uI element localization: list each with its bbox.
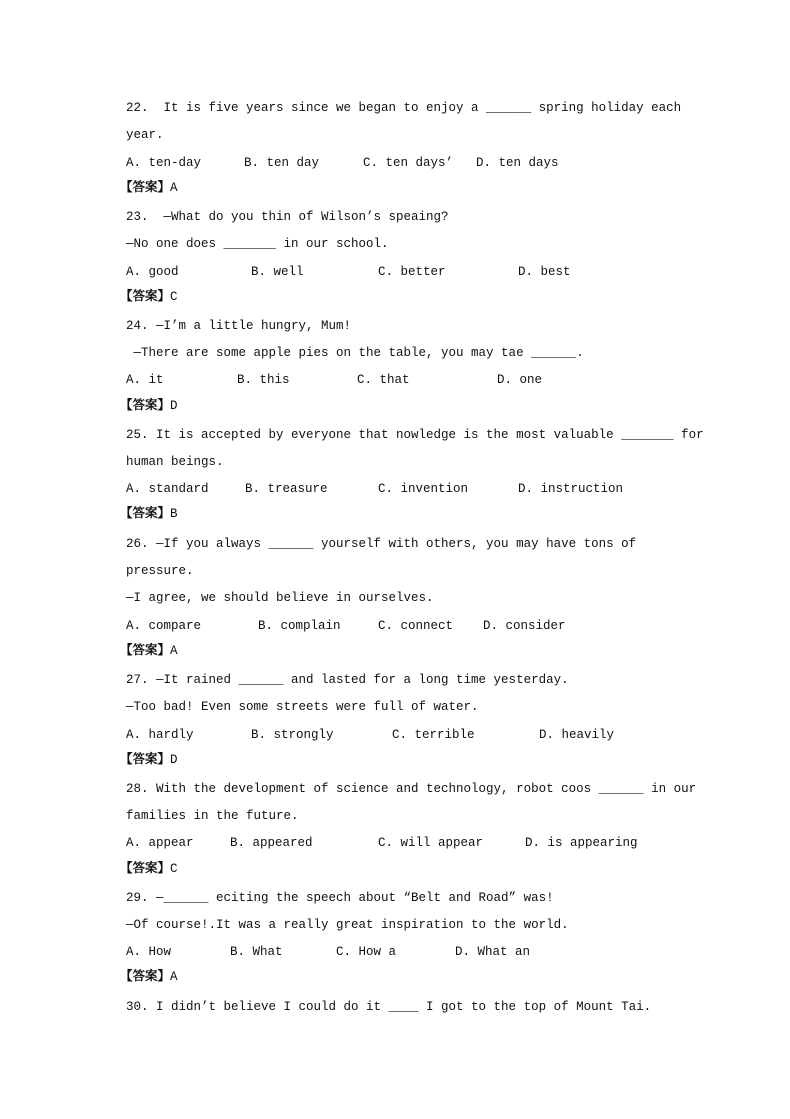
q29-option-b: B. What	[230, 945, 283, 959]
q25-option-b: B. treasure	[245, 482, 328, 496]
q24-answer	[120, 397, 178, 414]
answer-label: 【答案】	[120, 288, 171, 303]
question-26-line-1: 26. ―If you always ______ yourself with others, you may have tons of	[126, 537, 637, 551]
q29-option-a: A. How	[126, 945, 172, 959]
question-24-line-1: 24. ―I’m a little hungry, Mum!	[126, 319, 352, 333]
question-23-line-2: —No one does _______ in our school.	[126, 237, 389, 251]
answer-label: 【答案】	[120, 860, 171, 875]
question-25-line-2: human beings.	[126, 455, 224, 469]
q25-option-a: A. standard	[126, 482, 209, 496]
answer-label: 【答案】	[120, 505, 171, 520]
q26-option-d: D. consider	[483, 619, 566, 633]
question-29-line-1: 29. —______ eciting the speech about “Belt and Road” was!	[126, 891, 554, 905]
question-25-line-1: 25. It is accepted by everyone that nowledge is the most valuable _______ for	[126, 428, 704, 442]
q22-option-b: B. ten day	[244, 156, 320, 170]
question-24-line-2: —There are some apple pies on the table, you may tae ______.	[126, 346, 584, 360]
answer-value: A	[170, 970, 178, 984]
q25-option-c: C. invention	[378, 482, 469, 496]
q24-option-d: D. one	[497, 373, 543, 387]
question-28-line-2: families in the future.	[126, 809, 299, 823]
q24-option-a: A. it	[126, 373, 164, 387]
q24-option-b: B. this	[237, 373, 290, 387]
q23-option-b: B. well	[251, 265, 304, 279]
q27-option-b: B. strongly	[251, 728, 334, 742]
question-27-line-1: 27. ―It rained ______ and lasted for a long time yesterday.	[126, 673, 569, 687]
answer-value: A	[170, 644, 178, 658]
q23-option-a: A. good	[126, 265, 179, 279]
answer-label: 【答案】	[120, 642, 171, 657]
question-22-line-1: 22. It is five years since we began to enjoy a ______ spring holiday each	[126, 101, 682, 115]
question-26-line-2: pressure.	[126, 564, 194, 578]
q29-option-c: C. How a	[336, 945, 397, 959]
q28-option-b: B. appeared	[230, 836, 313, 850]
q27-option-a: A. hardly	[126, 728, 194, 742]
answer-label: 【答案】	[120, 968, 171, 983]
question-28-line-1: 28. With the development of science and technology, robot coos ______ in our	[126, 782, 697, 796]
question-27-line-2: —Too bad! Even some streets were full of water.	[126, 700, 479, 714]
q26-option-a: A. compare	[126, 619, 202, 633]
q27-option-c: C. terrible	[392, 728, 475, 742]
q25-answer	[120, 505, 178, 522]
answer-label: 【答案】	[120, 179, 171, 194]
q28-option-c: C. will appear	[378, 836, 484, 850]
q29-option-d: D. What an	[455, 945, 531, 959]
q22-option-a: A. ten-day	[126, 156, 202, 170]
answer-value: B	[170, 507, 178, 521]
q27-answer	[120, 751, 178, 768]
q28-option-a: A. appear	[126, 836, 194, 850]
answer-value: C	[170, 862, 178, 876]
question-26-line-3: —I agree, we should believe in ourselves.	[126, 591, 434, 605]
q26-option-b: B. complain	[258, 619, 341, 633]
answer-value: A	[170, 181, 178, 195]
q24-option-c: C. that	[357, 373, 410, 387]
question-29-line-2: —Of course!.It was a really great inspiration to the world.	[126, 918, 569, 932]
q27-option-d: D. heavily	[539, 728, 615, 742]
answer-value: C	[170, 290, 178, 304]
answer-value: D	[170, 399, 178, 413]
question-30-line-1: 30. I didn’t believe I could do it ____ I got to the top of Mount Tai.	[126, 1000, 652, 1014]
q29-answer	[120, 968, 178, 985]
q22-answer	[120, 179, 178, 196]
answer-label: 【答案】	[120, 397, 171, 412]
q23-option-c: C. better	[378, 265, 446, 279]
question-23-line-1: 23. ―What do you thin of Wilson’s speaing?	[126, 210, 449, 224]
answer-label: 【答案】	[120, 751, 171, 766]
q28-option-d: D. is appearing	[525, 836, 638, 850]
q23-option-d: D. best	[518, 265, 571, 279]
question-22-line-2: year.	[126, 128, 164, 142]
q25-option-d: D. instruction	[518, 482, 624, 496]
q22-option-d: D. ten days	[476, 156, 559, 170]
q26-answer	[120, 642, 178, 659]
q23-answer	[120, 288, 178, 305]
answer-value: D	[170, 753, 178, 767]
q26-option-c: C. connect	[378, 619, 454, 633]
q22-option-c: C. ten days’	[363, 156, 454, 170]
q28-answer	[120, 860, 178, 877]
